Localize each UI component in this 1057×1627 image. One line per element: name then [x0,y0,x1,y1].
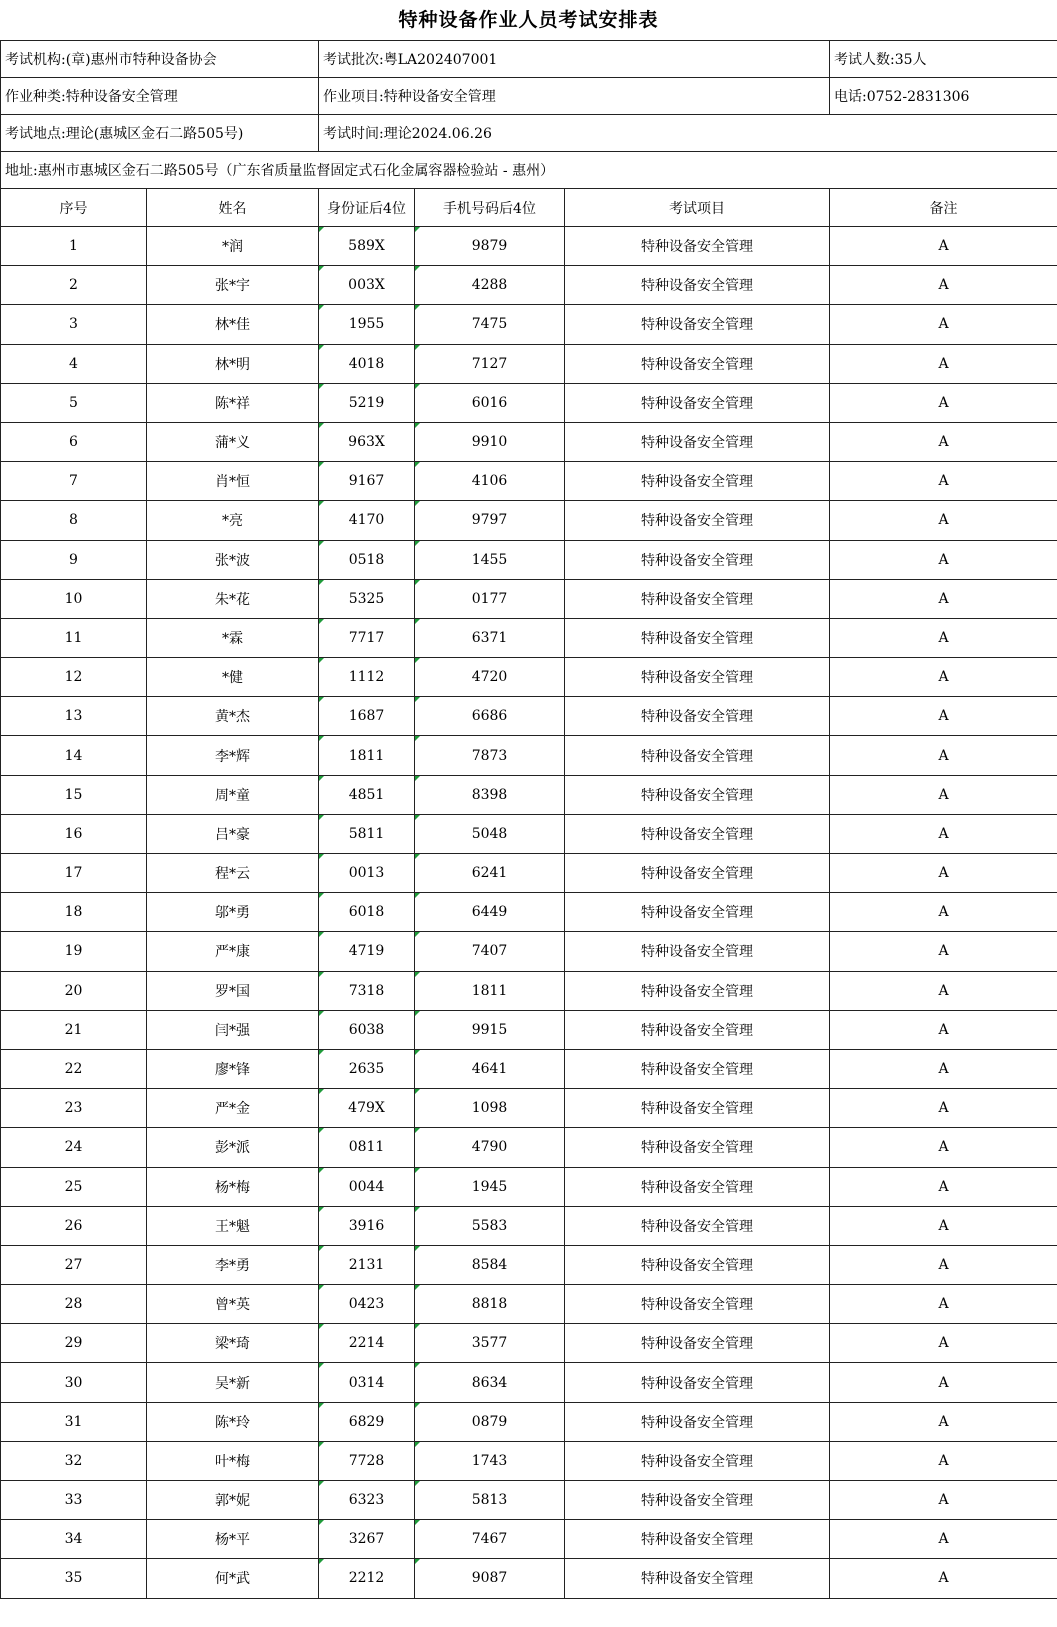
cell-name: 李*辉 [147,736,319,775]
table-row [1,1363,1057,1402]
cell-name: 杨*平 [147,1520,319,1559]
cell-phone-last4: 9910 [415,422,565,461]
cell-exam-item: 特种设备安全管理 [565,1520,830,1559]
cell-phone-last4: 6241 [415,854,565,893]
cell-exam-item: 特种设备安全管理 [565,736,830,775]
cell-remark: A [830,1363,1057,1402]
table-row [1,1206,1057,1245]
cell-name: 闫*强 [147,1010,319,1049]
cell-name: 吕*豪 [147,814,319,853]
exam-address: 地址:惠州市惠城区金石二路505号（广东省质量监督固定式石化金属容器检验站 - 惠州） [1,152,1057,189]
cell-id-last4: 4170 [319,501,415,540]
cell-phone-last4: 6371 [415,618,565,657]
cell-id-last4: 0423 [319,1285,415,1324]
cell-exam-item: 特种设备安全管理 [565,697,830,736]
cell-id-last4: 5325 [319,579,415,618]
cell-remark: A [830,1441,1057,1480]
cell-exam-item: 特种设备安全管理 [565,1010,830,1049]
cell-phone-last4: 7873 [415,736,565,775]
cell-seq: 27 [1,1245,147,1284]
cell-id-last4: 1811 [319,736,415,775]
table-row [1,344,1057,383]
table-row [1,814,1057,853]
cell-exam-item: 特种设备安全管理 [565,854,830,893]
table-row [1,971,1057,1010]
cell-remark: A [830,697,1057,736]
cell-phone-last4: 8818 [415,1285,565,1324]
cell-phone-last4: 1945 [415,1167,565,1206]
table-row [1,1481,1057,1520]
cell-phone-last4: 4641 [415,1049,565,1088]
cell-exam-item: 特种设备安全管理 [565,383,830,422]
cell-remark: A [830,344,1057,383]
cell-exam-item: 特种设备安全管理 [565,1559,830,1598]
exam-location: 考试地点:理论(惠城区金石二路505号) [1,115,319,152]
cell-id-last4: 7717 [319,618,415,657]
cell-remark: A [830,1206,1057,1245]
cell-phone-last4: 6449 [415,893,565,932]
cell-phone-last4: 9087 [415,1559,565,1598]
cell-exam-item: 特种设备安全管理 [565,1089,830,1128]
cell-seq: 13 [1,697,147,736]
cell-name: 张*波 [147,540,319,579]
cell-phone-last4: 9879 [415,227,565,266]
cell-exam-item: 特种设备安全管理 [565,971,830,1010]
cell-id-last4: 4719 [319,932,415,971]
cell-phone-last4: 4106 [415,462,565,501]
info-row-2 [1,78,1057,115]
cell-seq: 33 [1,1481,147,1520]
cell-name: 蒲*义 [147,422,319,461]
cell-exam-item: 特种设备安全管理 [565,893,830,932]
cell-phone-last4: 1455 [415,540,565,579]
cell-exam-item: 特种设备安全管理 [565,1167,830,1206]
info-row-3 [1,115,1057,152]
info-row-1 [1,41,1057,78]
table-row [1,1324,1057,1363]
cell-remark: A [830,579,1057,618]
cell-exam-item: 特种设备安全管理 [565,1245,830,1284]
cell-name: *润 [147,227,319,266]
cell-name: 林*佳 [147,305,319,344]
cell-phone-last4: 4288 [415,266,565,305]
cell-id-last4: 2635 [319,1049,415,1088]
exam-table [0,40,1057,1599]
cell-seq: 30 [1,1363,147,1402]
exam-org: 考试机构:(章)惠州市特种设备协会 [1,41,319,78]
cell-id-last4: 2212 [319,1559,415,1598]
cell-id-last4: 0013 [319,854,415,893]
table-row [1,736,1057,775]
cell-name: 曾*英 [147,1285,319,1324]
table-row [1,854,1057,893]
cell-remark: A [830,383,1057,422]
cell-exam-item: 特种设备安全管理 [565,462,830,501]
table-row [1,227,1057,266]
cell-name: 彭*派 [147,1128,319,1167]
cell-seq: 12 [1,658,147,697]
cell-remark: A [830,1559,1057,1598]
header-name: 姓名 [147,189,319,227]
table-row [1,1559,1057,1598]
cell-remark: A [830,305,1057,344]
cell-name: 程*云 [147,854,319,893]
cell-exam-item: 特种设备安全管理 [565,932,830,971]
cell-phone-last4: 7127 [415,344,565,383]
cell-seq: 11 [1,618,147,657]
cell-id-last4: 0044 [319,1167,415,1206]
cell-remark: A [830,1520,1057,1559]
cell-id-last4: 6038 [319,1010,415,1049]
cell-phone-last4: 9797 [415,501,565,540]
cell-exam-item: 特种设备安全管理 [565,305,830,344]
table-row [1,775,1057,814]
cell-exam-item: 特种设备安全管理 [565,422,830,461]
table-row [1,383,1057,422]
cell-id-last4: 1955 [319,305,415,344]
exam-batch: 考试批次:粤LA202407001 [319,41,830,78]
cell-exam-item: 特种设备安全管理 [565,1206,830,1245]
table-row [1,266,1057,305]
cell-exam-item: 特种设备安全管理 [565,814,830,853]
cell-phone-last4: 5583 [415,1206,565,1245]
cell-remark: A [830,971,1057,1010]
table-row [1,658,1057,697]
cell-exam-item: 特种设备安全管理 [565,658,830,697]
cell-exam-item: 特种设备安全管理 [565,579,830,618]
cell-id-last4: 963X [319,422,415,461]
cell-id-last4: 0518 [319,540,415,579]
cell-phone-last4: 4720 [415,658,565,697]
exam-count: 考试人数:35人 [830,41,1057,78]
cell-name: 严*康 [147,932,319,971]
header-id-last4: 身份证后4位 [319,189,415,227]
cell-name: 邬*勇 [147,893,319,932]
cell-name: 廖*锋 [147,1049,319,1088]
cell-remark: A [830,1324,1057,1363]
cell-remark: A [830,227,1057,266]
cell-id-last4: 0314 [319,1363,415,1402]
cell-exam-item: 特种设备安全管理 [565,501,830,540]
table-row [1,1245,1057,1284]
cell-phone-last4: 3577 [415,1324,565,1363]
table-row [1,1010,1057,1049]
cell-remark: A [830,1128,1057,1167]
cell-exam-item: 特种设备安全管理 [565,1441,830,1480]
table-row [1,1128,1057,1167]
table-row [1,1049,1057,1088]
work-category: 作业种类:特种设备安全管理 [1,78,319,115]
table-row [1,1402,1057,1441]
cell-seq: 26 [1,1206,147,1245]
cell-phone-last4: 1098 [415,1089,565,1128]
cell-exam-item: 特种设备安全管理 [565,1481,830,1520]
cell-seq: 22 [1,1049,147,1088]
cell-name: 周*童 [147,775,319,814]
cell-name: 陈*玲 [147,1402,319,1441]
exam-time: 考试时间:理论2024.06.26 [319,115,1057,152]
cell-exam-item: 特种设备安全管理 [565,540,830,579]
cell-id-last4: 479X [319,1089,415,1128]
cell-id-last4: 1687 [319,697,415,736]
cell-remark: A [830,854,1057,893]
cell-exam-item: 特种设备安全管理 [565,1324,830,1363]
cell-exam-item: 特种设备安全管理 [565,1285,830,1324]
cell-id-last4: 1112 [319,658,415,697]
cell-remark: A [830,540,1057,579]
table-header-row [1,189,1057,227]
header-exam-item: 考试项目 [565,189,830,227]
cell-seq: 7 [1,462,147,501]
cell-id-last4: 2131 [319,1245,415,1284]
cell-id-last4: 7728 [319,1441,415,1480]
cell-phone-last4: 9915 [415,1010,565,1049]
cell-seq: 10 [1,579,147,618]
cell-name: 何*武 [147,1559,319,1598]
cell-name: 王*魁 [147,1206,319,1245]
table-row [1,1520,1057,1559]
cell-id-last4: 2214 [319,1324,415,1363]
cell-seq: 19 [1,932,147,971]
table-row [1,1285,1057,1324]
cell-name: 杨*梅 [147,1167,319,1206]
table-row [1,422,1057,461]
work-project: 作业项目:特种设备安全管理 [319,78,830,115]
cell-phone-last4: 7475 [415,305,565,344]
cell-remark: A [830,1481,1057,1520]
table-row [1,1167,1057,1206]
cell-phone-last4: 0177 [415,579,565,618]
cell-seq: 5 [1,383,147,422]
cell-id-last4: 3916 [319,1206,415,1245]
cell-exam-item: 特种设备安全管理 [565,1402,830,1441]
cell-seq: 1 [1,227,147,266]
phone: 电话:0752-2831306 [830,78,1057,115]
cell-remark: A [830,814,1057,853]
cell-id-last4: 7318 [319,971,415,1010]
cell-phone-last4: 8398 [415,775,565,814]
cell-remark: A [830,1285,1057,1324]
cell-phone-last4: 4790 [415,1128,565,1167]
table-row [1,579,1057,618]
cell-seq: 16 [1,814,147,853]
cell-name: *霖 [147,618,319,657]
cell-phone-last4: 7407 [415,932,565,971]
cell-phone-last4: 7467 [415,1520,565,1559]
cell-exam-item: 特种设备安全管理 [565,775,830,814]
cell-seq: 3 [1,305,147,344]
table-row [1,893,1057,932]
cell-id-last4: 4851 [319,775,415,814]
cell-exam-item: 特种设备安全管理 [565,618,830,657]
header-remark: 备注 [830,189,1057,227]
cell-phone-last4: 6016 [415,383,565,422]
cell-remark: A [830,618,1057,657]
cell-exam-item: 特种设备安全管理 [565,227,830,266]
cell-remark: A [830,1049,1057,1088]
cell-phone-last4: 8584 [415,1245,565,1284]
cell-name: 朱*花 [147,579,319,618]
cell-remark: A [830,658,1057,697]
cell-remark: A [830,266,1057,305]
cell-id-last4: 5219 [319,383,415,422]
cell-remark: A [830,462,1057,501]
header-seq: 序号 [1,189,147,227]
cell-seq: 18 [1,893,147,932]
cell-seq: 9 [1,540,147,579]
info-row-4 [1,152,1057,189]
table-row [1,305,1057,344]
header-phone-last4: 手机号码后4位 [415,189,565,227]
cell-name: 严*金 [147,1089,319,1128]
cell-seq: 20 [1,971,147,1010]
cell-remark: A [830,1402,1057,1441]
cell-name: 张*宇 [147,266,319,305]
cell-remark: A [830,932,1057,971]
cell-seq: 8 [1,501,147,540]
cell-remark: A [830,1089,1057,1128]
table-row [1,697,1057,736]
cell-exam-item: 特种设备安全管理 [565,344,830,383]
cell-name: *亮 [147,501,319,540]
cell-seq: 29 [1,1324,147,1363]
cell-seq: 23 [1,1089,147,1128]
cell-seq: 25 [1,1167,147,1206]
cell-remark: A [830,736,1057,775]
cell-name: 黄*杰 [147,697,319,736]
cell-id-last4: 4018 [319,344,415,383]
cell-id-last4: 6829 [319,1402,415,1441]
cell-phone-last4: 8634 [415,1363,565,1402]
cell-seq: 14 [1,736,147,775]
cell-name: 郭*妮 [147,1481,319,1520]
cell-seq: 28 [1,1285,147,1324]
cell-name: *健 [147,658,319,697]
cell-seq: 15 [1,775,147,814]
cell-seq: 2 [1,266,147,305]
cell-seq: 35 [1,1559,147,1598]
cell-id-last4: 5811 [319,814,415,853]
cell-name: 罗*国 [147,971,319,1010]
table-row [1,462,1057,501]
cell-name: 林*明 [147,344,319,383]
cell-phone-last4: 1743 [415,1441,565,1480]
cell-name: 陈*祥 [147,383,319,422]
cell-remark: A [830,1010,1057,1049]
cell-phone-last4: 6686 [415,697,565,736]
table-row [1,932,1057,971]
cell-exam-item: 特种设备安全管理 [565,1049,830,1088]
cell-name: 肖*恒 [147,462,319,501]
cell-exam-item: 特种设备安全管理 [565,266,830,305]
cell-seq: 34 [1,1520,147,1559]
cell-id-last4: 6323 [319,1481,415,1520]
cell-id-last4: 3267 [319,1520,415,1559]
cell-seq: 6 [1,422,147,461]
cell-seq: 17 [1,854,147,893]
cell-phone-last4: 5813 [415,1481,565,1520]
cell-id-last4: 6018 [319,893,415,932]
cell-remark: A [830,775,1057,814]
cell-id-last4: 003X [319,266,415,305]
cell-remark: A [830,422,1057,461]
cell-remark: A [830,1245,1057,1284]
cell-phone-last4: 0879 [415,1402,565,1441]
cell-seq: 4 [1,344,147,383]
cell-remark: A [830,893,1057,932]
cell-remark: A [830,1167,1057,1206]
table-row [1,501,1057,540]
cell-id-last4: 0811 [319,1128,415,1167]
cell-name: 叶*梅 [147,1441,319,1480]
cell-seq: 21 [1,1010,147,1049]
cell-phone-last4: 1811 [415,971,565,1010]
cell-seq: 32 [1,1441,147,1480]
cell-seq: 31 [1,1402,147,1441]
table-row [1,540,1057,579]
cell-exam-item: 特种设备安全管理 [565,1128,830,1167]
table-row [1,1441,1057,1480]
cell-seq: 24 [1,1128,147,1167]
cell-id-last4: 9167 [319,462,415,501]
cell-phone-last4: 5048 [415,814,565,853]
cell-name: 李*勇 [147,1245,319,1284]
cell-remark: A [830,501,1057,540]
cell-name: 梁*琦 [147,1324,319,1363]
cell-exam-item: 特种设备安全管理 [565,1363,830,1402]
sheet-title: 特种设备作业人员考试安排表 [398,9,659,31]
table-row [1,618,1057,657]
table-row [1,1089,1057,1128]
cell-id-last4: 589X [319,227,415,266]
cell-name: 吴*新 [147,1363,319,1402]
